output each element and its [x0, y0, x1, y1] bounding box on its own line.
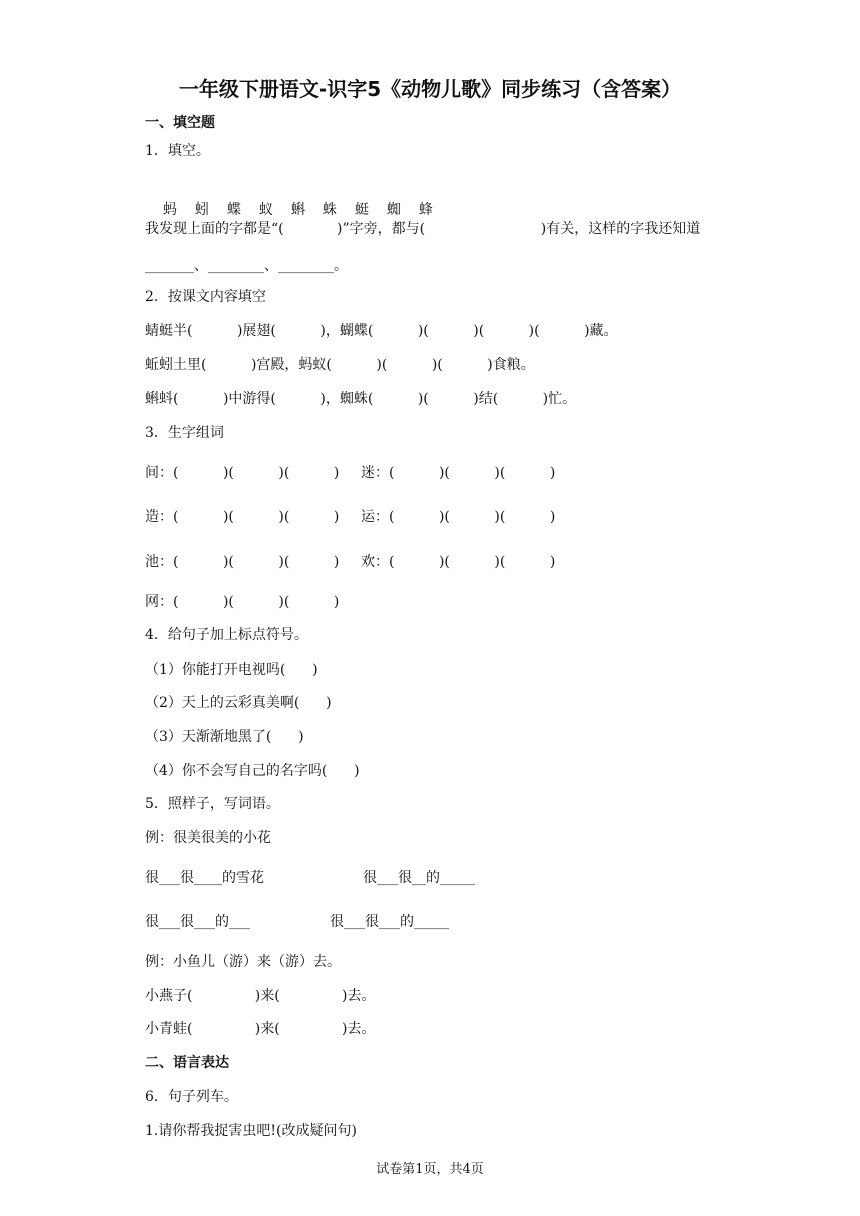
q3-row-1-right: 迷：( )( )( ) [361, 465, 556, 481]
q4-item-1: （1）你能打开电视吗( ) [145, 662, 318, 678]
q1-char: 蜂 [418, 202, 433, 218]
q1-char: 蜓 [354, 202, 369, 218]
q1-char: 蜘 [386, 202, 401, 218]
q5-example-2: 例：小鱼儿（游）来（游）去。 [145, 954, 341, 970]
q6-sentence-1: 1.请你帮我捉害虫吧!(改成疑问句) [145, 1123, 357, 1139]
q2-line-1: 蜻蜓半( )展翅( )，蝴蝶( )( )( )( )藏。 [145, 323, 618, 339]
q6-stem: 6．句子列车。 [145, 1089, 238, 1105]
q4-item-4: （4）你不会写自己的名字吗( ) [145, 763, 360, 779]
q1-char: 蚂 [162, 202, 177, 218]
q5-row-4: 小青蛙( )来( )去。 [145, 1021, 376, 1037]
q1-line-1: 我发现上面的字都是“( )”字旁，都与( )有关，这样的字我还知道 [145, 221, 701, 237]
q2-line-3: 蝌蚪( )中游得( )，蜘蛛( )( )结( )忙。 [145, 391, 577, 407]
q5-example-1: 例：很美很美的小花 [145, 830, 271, 846]
q5-row-2-right: 很___很___的_____ [330, 914, 449, 930]
section-fill-blank-heading: 一、填空题 [145, 115, 215, 131]
q1-char: 蝶 [226, 202, 241, 218]
q5-row-3: 小燕子( )来( )去。 [145, 988, 376, 1004]
q1-stem: 1．填空。 [145, 143, 210, 159]
q1-char: 蚓 [194, 202, 209, 218]
q1-char: 蛛 [322, 202, 337, 218]
q4-item-2: （2）天上的云彩真美啊( ) [145, 695, 332, 711]
q4-item-3: （3）天渐渐地黑了( ) [145, 729, 304, 745]
q3-stem: 3．生字组词 [145, 425, 224, 441]
q5-row-1-right: 很___很__的_____ [363, 870, 475, 886]
q3-row-4-left: 网：( )( )( ) [145, 594, 340, 610]
q1-line-2: _______、________、________。 [145, 258, 348, 274]
q5-row-2-left: 很___很___的___ [145, 914, 250, 930]
q4-stem: 4．给句子加上标点符号。 [145, 627, 308, 643]
q3-row-2-right: 运：( )( )( ) [361, 509, 556, 525]
q5-row-1-left: 很___很____的雪花 [145, 870, 264, 886]
page-footer: 试卷第1页，共4页 [376, 1162, 484, 1177]
q3-row-2-left: 造：( )( )( ) [145, 509, 340, 525]
page-title: 一年级下册语文-识字5《动物儿歌》同步练习（含答案） [178, 77, 682, 101]
section-language-expression-heading: 二、语言表达 [145, 1055, 229, 1071]
q1-char: 蚁 [258, 202, 273, 218]
q5-stem: 5．照样子，写词语。 [145, 796, 280, 812]
q3-row-3-left: 池：( )( )( ) [145, 554, 340, 570]
q2-line-2: 蚯蚓土里( )宫殿，蚂蚁( )( )( )食粮。 [145, 357, 535, 373]
q3-row-3-right: 欢：( )( )( ) [361, 554, 556, 570]
q3-row-1-left: 间：( )( )( ) [145, 465, 340, 481]
q2-stem: 2．按课文内容填空 [145, 289, 266, 305]
q1-char: 蝌 [290, 202, 305, 218]
